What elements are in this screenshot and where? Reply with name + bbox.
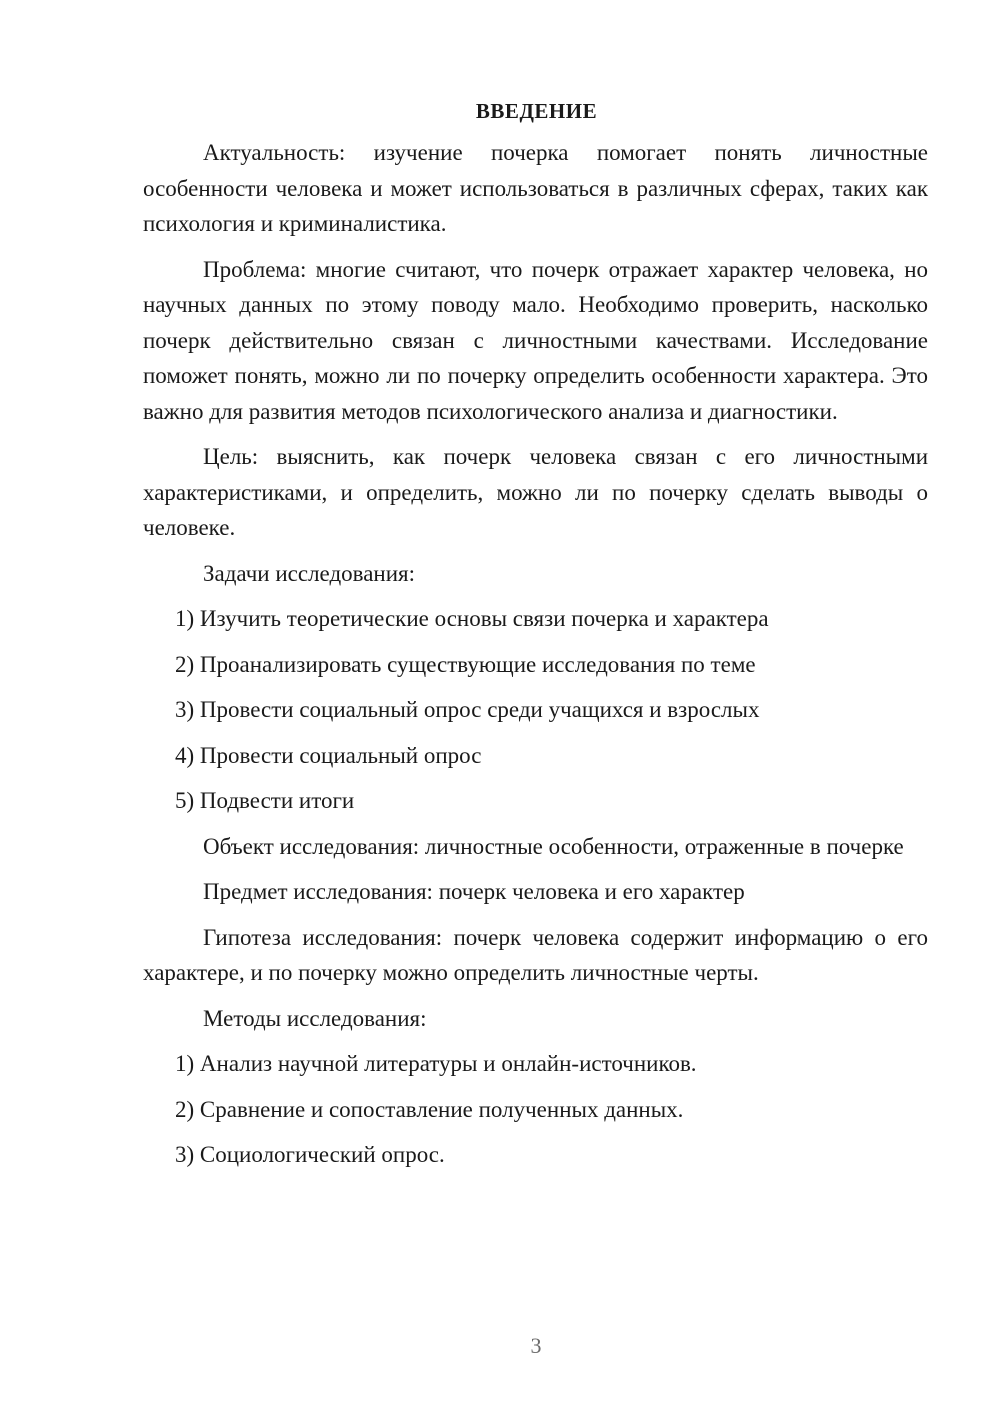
task-item: 4) Провести социальный опрос bbox=[175, 742, 482, 768]
relevance-paragraph: Актуальность: изучение почерка помогает понять личностные особенности человека и может использоваться в различных сферах, таких как психология и криминалистика. bbox=[143, 140, 928, 236]
subject-paragraph: Предмет исследования: почерк человека и его характер bbox=[203, 879, 745, 904]
task-item: 2) Проанализировать существующие исследования по теме bbox=[175, 651, 756, 677]
section-title: ВВЕДЕНИЕ bbox=[475, 99, 598, 123]
object-paragraph: Объект исследования: личностные особенности, отраженные в почерке bbox=[203, 833, 904, 859]
methods-heading: Методы исследования: bbox=[203, 1005, 427, 1031]
method-item: 1) Анализ научной литературы и онлайн-источников. bbox=[175, 1051, 697, 1076]
document-page bbox=[143, 95, 928, 1183]
methods-list bbox=[143, 1046, 928, 1173]
task-item: 5) Подвести итоги bbox=[175, 788, 355, 813]
method-item: 2) Сравнение и сопоставление полученных данных. bbox=[175, 1096, 684, 1122]
tasks-heading: Задачи исследования: bbox=[203, 560, 416, 586]
method-item: 3) Социологический опрос. bbox=[175, 1142, 445, 1167]
task-item: 1) Изучить теоретические основы связи почерка и характера bbox=[175, 606, 769, 631]
task-item: 3) Провести социальный опрос среди учащихся и взрослых bbox=[175, 697, 760, 722]
page-number: 3 bbox=[530, 1333, 542, 1358]
hypothesis-paragraph: Гипотеза исследования: почерк человека содержит информацию о его характере, и по почерку можно определить личностные черты. bbox=[143, 924, 928, 985]
tasks-list bbox=[143, 601, 928, 819]
goal-paragraph: Цель: выяснить, как почерк человека связан с его личностными характеристиками, и определить, можно ли по почерку сделать выводы о человеке. bbox=[143, 444, 928, 540]
problem-paragraph: Проблема: многие считают, что почерк отражает характер человека, но научных данных по этому поводу мало. Необходимо проверить, насколько почерк действительно связан с личностными качествами. Исследование поможет понять, можно ли по почерку определить особенности характера. Это важно для развития методов психологического анализа и диагностики. bbox=[143, 256, 928, 424]
